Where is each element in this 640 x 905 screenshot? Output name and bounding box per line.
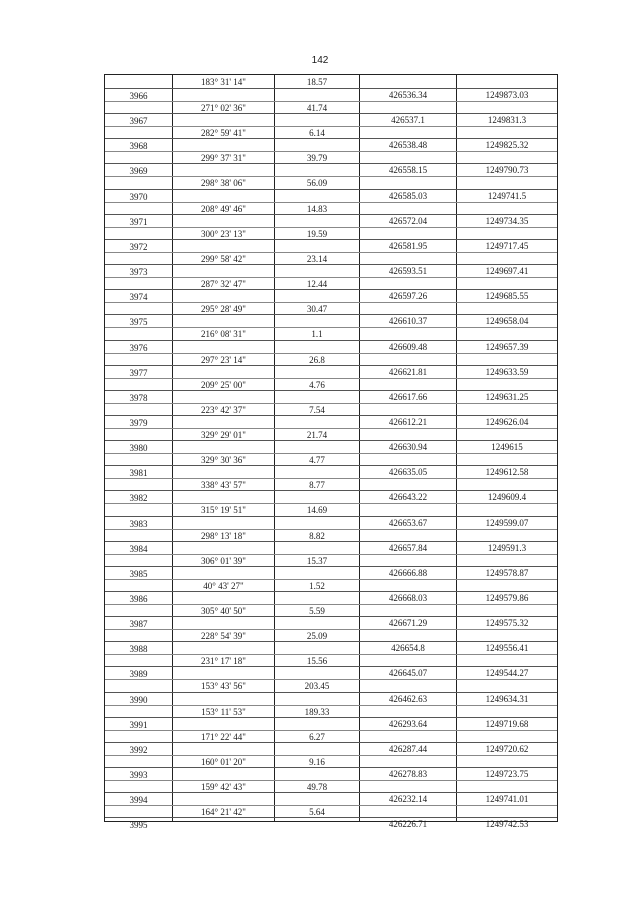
- point-number: 3991: [129, 719, 148, 730]
- y-coordinate: 1249873.03: [485, 90, 529, 100]
- segment-angle: 338° 43' 57": [201, 480, 246, 491]
- segment-divider: [105, 529, 557, 530]
- segment-distance: 5.59: [309, 606, 325, 616]
- segment-distance: 1.1: [311, 329, 323, 340]
- segment-divider: [105, 629, 557, 630]
- x-coordinate: 426593.51: [388, 266, 428, 277]
- y-coordinate: 1249734.35: [485, 215, 529, 226]
- row-divider: [105, 641, 557, 642]
- segment-divider: [105, 805, 557, 806]
- row-divider: [105, 239, 557, 240]
- segment-angle: 315° 19' 51": [201, 505, 246, 516]
- x-coordinate: 426597.26: [388, 291, 428, 302]
- segment-distance: 25.09: [306, 631, 328, 642]
- point-number: 3975: [129, 317, 148, 328]
- segment-distance: 4.77: [309, 455, 325, 466]
- segment-distance: 56.09: [306, 178, 328, 189]
- point-number: 3989: [129, 669, 148, 680]
- segment-divider: [105, 478, 557, 479]
- x-coordinate: 426226.71: [388, 819, 428, 830]
- y-coordinate: 1249612.58: [485, 467, 529, 478]
- segment-divider: [105, 176, 557, 177]
- point-number: 3992: [129, 744, 148, 755]
- segment-divider: [105, 302, 557, 303]
- segment-distance: 21.74: [306, 429, 328, 440]
- row-divider: [105, 516, 557, 517]
- point-number: 3990: [129, 694, 148, 705]
- segment-divider: [105, 554, 557, 555]
- row-divider: [105, 717, 557, 718]
- segment-distance: 41.74: [306, 103, 328, 113]
- x-coordinate: 426657.84: [388, 542, 428, 553]
- x-coordinate: 426666.88: [388, 567, 428, 578]
- x-coordinate: 426293.64: [388, 718, 428, 729]
- point-number: 3976: [129, 342, 148, 353]
- segment-divider: [105, 679, 557, 680]
- point-number: 3980: [129, 443, 148, 454]
- y-coordinate: 1249723.75: [485, 769, 529, 780]
- point-number: 3994: [129, 795, 148, 806]
- segment-angle: 297° 23' 14": [201, 354, 246, 365]
- x-coordinate: 426617.66: [388, 391, 428, 402]
- segment-divider: [105, 126, 557, 127]
- x-coordinate: 426668.03: [388, 593, 428, 603]
- row-divider: [105, 214, 557, 215]
- row-divider: [105, 767, 557, 768]
- y-coordinate: 1249591.3: [487, 542, 527, 553]
- segment-divider: [105, 353, 557, 354]
- segment-angle: 183° 31' 14": [201, 77, 246, 87]
- x-coordinate: 426630.94: [388, 442, 428, 453]
- segment-divider: [105, 780, 557, 781]
- row-divider: [105, 566, 557, 567]
- segment-angle: 329° 30' 36": [201, 455, 246, 466]
- point-number: 3966: [129, 91, 148, 101]
- y-coordinate: 1249790.73: [485, 165, 529, 176]
- row-divider: [105, 264, 557, 265]
- segment-divider: [105, 327, 557, 328]
- segment-divider: [105, 202, 557, 203]
- y-coordinate: 1249634.31: [485, 693, 529, 704]
- segment-divider: [105, 579, 557, 580]
- y-coordinate: 1249717.45: [485, 240, 529, 251]
- point-number: 3985: [129, 568, 148, 579]
- row-divider: [105, 742, 557, 743]
- row-divider: [105, 189, 557, 190]
- segment-divider: [105, 378, 557, 379]
- y-coordinate: 1249831.3: [487, 115, 527, 126]
- point-number: 3983: [129, 518, 148, 529]
- row-divider: [105, 314, 557, 315]
- x-coordinate: 426536.34: [388, 90, 428, 100]
- point-number: 3967: [129, 116, 148, 127]
- segment-divider: [105, 654, 557, 655]
- segment-distance: 15.37: [306, 555, 328, 566]
- point-number: 3982: [129, 493, 148, 504]
- y-coordinate: 1249685.55: [485, 291, 529, 302]
- segment-angle: 160° 01' 20": [201, 756, 246, 767]
- point-number: 3977: [129, 367, 148, 378]
- y-coordinate: 1249825.32: [485, 140, 529, 151]
- segment-divider: [105, 705, 557, 706]
- x-coordinate: 426645.07: [388, 668, 428, 679]
- row-divider: [105, 541, 557, 542]
- segment-distance: 14.83: [306, 203, 328, 214]
- segment-distance: 26.8: [309, 354, 325, 365]
- segment-distance: 1.52: [309, 580, 325, 591]
- row-divider: [105, 365, 557, 366]
- segment-distance: 15.56: [306, 656, 328, 667]
- segment-divider: [105, 277, 557, 278]
- segment-divider: [105, 503, 557, 504]
- point-number: 3970: [129, 191, 148, 202]
- y-coordinate: 1249631.25: [485, 391, 529, 402]
- y-coordinate: 1249741.01: [485, 794, 529, 805]
- segment-angle: 300° 23' 13": [201, 228, 246, 239]
- y-coordinate: 1249579.86: [485, 593, 529, 603]
- segment-divider: [105, 227, 557, 228]
- point-number: 3995: [129, 820, 148, 831]
- x-coordinate: 426610.37: [388, 316, 428, 327]
- row-divider: [105, 817, 557, 818]
- segment-angle: 209° 25' 00": [201, 379, 246, 390]
- segment-angle: 282° 59' 41": [201, 128, 246, 139]
- row-divider: [105, 591, 557, 592]
- x-coordinate: 426585.03: [388, 190, 428, 201]
- y-coordinate: 1249599.07: [485, 517, 529, 528]
- segment-distance: 49.78: [306, 782, 328, 793]
- point-number: 3981: [129, 468, 148, 479]
- row-divider: [105, 792, 557, 793]
- point-number: 3971: [129, 216, 148, 227]
- row-divider: [105, 616, 557, 617]
- point-number: 3987: [129, 619, 148, 630]
- row-divider: [105, 340, 557, 341]
- coordinates-table: [104, 74, 558, 831]
- point-number: 3988: [129, 644, 148, 655]
- y-coordinate: 1249658.04: [485, 316, 529, 327]
- segment-angle: 305° 40' 50": [201, 606, 246, 616]
- row-divider: [105, 138, 557, 139]
- segment-divider: [105, 428, 557, 429]
- y-coordinate: 1249741.5: [487, 190, 527, 201]
- segment-angle: 208° 49' 46": [201, 203, 246, 214]
- x-coordinate: 426558.15: [388, 165, 428, 176]
- point-number: 3974: [129, 292, 148, 303]
- segment-distance: 6.14: [309, 128, 325, 139]
- x-coordinate: 426635.05: [388, 467, 428, 478]
- segment-angle: 295° 28' 49": [201, 304, 246, 315]
- segment-angle: 40° 43' 27": [203, 580, 244, 591]
- x-coordinate: 426581.95: [388, 240, 428, 251]
- x-coordinate: 426612.21: [388, 416, 428, 427]
- segment-angle: 306° 01' 39": [201, 555, 246, 566]
- segment-angle: 329° 29' 01": [201, 429, 246, 440]
- segment-distance: 30.47: [306, 304, 328, 315]
- point-number: 3973: [129, 267, 148, 278]
- row-divider: [105, 490, 557, 491]
- point-number: 3979: [129, 417, 148, 428]
- segment-divider: [105, 755, 557, 756]
- y-coordinate: 1249657.39: [485, 341, 529, 352]
- segment-distance: 23.14: [306, 253, 328, 264]
- segment-angle: 228° 54' 39": [201, 631, 246, 642]
- y-coordinate: 1249626.04: [485, 416, 529, 427]
- segment-distance: 5.64: [309, 807, 325, 818]
- segment-angle: 153° 11' 53": [201, 706, 246, 717]
- x-coordinate: 426232.14: [388, 794, 428, 805]
- segment-distance: 189.33: [304, 706, 330, 717]
- segment-distance: 8.77: [309, 480, 325, 491]
- y-coordinate: 1249609.4: [487, 492, 527, 503]
- y-coordinate: 1249615: [491, 442, 523, 453]
- segment-angle: 287° 32' 47": [201, 279, 246, 290]
- segment-angle: 299° 58' 42": [201, 253, 246, 264]
- segment-angle: 298° 13' 18": [201, 530, 246, 541]
- y-coordinate: 1249719.68: [485, 718, 529, 729]
- segment-distance: 4.76: [309, 379, 325, 390]
- row-divider: [105, 465, 557, 466]
- row-divider: [105, 113, 557, 114]
- row-divider: [105, 88, 557, 89]
- y-coordinate: 1249544.27: [485, 668, 529, 679]
- row-divider: [105, 666, 557, 667]
- segment-divider: [105, 403, 557, 404]
- y-coordinate: 1249720.62: [485, 743, 529, 754]
- segment-distance: 6.27: [309, 731, 325, 742]
- y-coordinate: 1249742.53: [485, 819, 529, 830]
- row-divider: [105, 415, 557, 416]
- segment-distance: 39.79: [306, 153, 328, 164]
- segment-distance: 8.82: [309, 530, 325, 541]
- point-number: 3986: [129, 594, 148, 604]
- segment-angle: 159° 42' 43": [201, 782, 246, 793]
- x-coordinate: 426572.04: [388, 215, 428, 226]
- point-number: 3969: [129, 166, 148, 177]
- page-number: 142: [311, 55, 329, 66]
- x-coordinate: 426278.83: [388, 769, 428, 780]
- point-number: 3968: [129, 141, 148, 152]
- segment-divider: [105, 101, 557, 102]
- x-coordinate: 426654.8: [391, 643, 425, 654]
- segment-divider: [105, 252, 557, 253]
- row-divider: [105, 390, 557, 391]
- y-coordinate: 1249556.41: [485, 643, 529, 654]
- segment-angle: 216° 08' 31": [201, 329, 246, 340]
- x-coordinate: 426462.63: [388, 693, 428, 704]
- segment-angle: 271° 02' 36": [201, 103, 246, 113]
- segment-divider: [105, 151, 557, 152]
- segment-angle: 231° 17' 18": [201, 656, 246, 667]
- x-coordinate: 426621.81: [388, 366, 428, 377]
- segment-distance: 7.54: [309, 404, 325, 415]
- segment-divider: [105, 604, 557, 605]
- segment-distance: 203.45: [304, 681, 330, 692]
- x-coordinate: 426287.44: [388, 743, 428, 754]
- y-coordinate: 1249575.32: [485, 618, 529, 629]
- row-divider: [105, 692, 557, 693]
- segment-distance: 12.44: [306, 279, 328, 290]
- point-number: 3978: [129, 392, 148, 403]
- segment-angle: 299° 37' 31": [201, 153, 246, 164]
- segment-angle: 298° 38' 06": [201, 178, 246, 189]
- segment-distance: 18.57: [306, 77, 328, 87]
- x-coordinate: 426538.48: [388, 140, 428, 151]
- point-number: 3972: [129, 241, 148, 252]
- segment-distance: 14.69: [306, 505, 328, 516]
- x-coordinate: 426671.29: [388, 618, 428, 629]
- segment-angle: 164° 21' 42": [201, 807, 246, 818]
- segment-divider: [105, 453, 557, 454]
- segment-angle: 153° 43' 56": [201, 681, 246, 692]
- row-divider: [105, 289, 557, 290]
- row-divider: [105, 163, 557, 164]
- segment-angle: 171° 22' 44": [201, 731, 246, 742]
- x-coordinate: 426643.22: [388, 492, 428, 503]
- y-coordinate: 1249578.87: [485, 567, 529, 578]
- segment-distance: 9.16: [309, 756, 325, 767]
- point-number: 3984: [129, 543, 148, 554]
- y-coordinate: 1249697.41: [485, 266, 529, 277]
- point-number: 3993: [129, 770, 148, 781]
- segment-distance: 19.59: [306, 228, 328, 239]
- segment-divider: [105, 730, 557, 731]
- x-coordinate: 426609.48: [388, 341, 428, 352]
- x-coordinate: 426537.1: [391, 115, 425, 126]
- y-coordinate: 1249633.59: [485, 366, 529, 377]
- row-divider: [105, 440, 557, 441]
- x-coordinate: 426653.67: [388, 517, 428, 528]
- segment-angle: 223° 42' 37": [201, 404, 246, 415]
